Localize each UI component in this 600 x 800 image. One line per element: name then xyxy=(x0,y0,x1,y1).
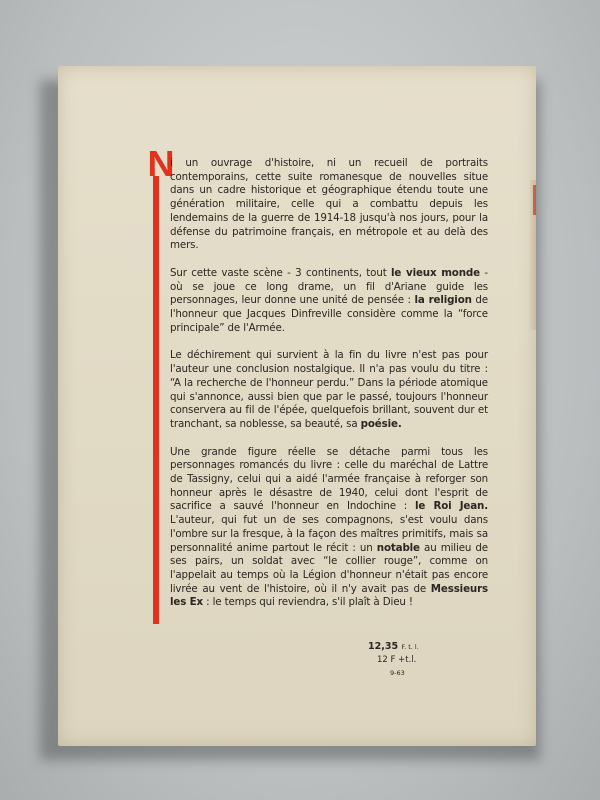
blurb-bold-run: poésie. xyxy=(360,417,402,430)
blurb-run: Le déchirement qui survient à la fin du livre n'est pas pour l'auteur une conclusion nostalgique. Il n'a pas voulu du titre : “A la recherche de l'honneur perdu.” Dans la période atomique qui s'annonce, aussi bien que par le passé, toujours l'honneur conservera au fil de l'épée, quelquefois brillant, souvent dur et tranchant, sa noblesse, sa beauté, sa xyxy=(170,349,488,430)
blurb-run: : le temps qui reviendra, s'il plaît à Dieu ! xyxy=(203,596,413,609)
blurb-paragraph xyxy=(170,349,488,431)
blurb-bold-run: notable xyxy=(376,541,420,554)
blurb-run: Une grande figure réelle se détache parmi tous les personnages romancés du livre : celle du maréchal de Lattre de Tassigny, celui qui a aidé l'armée française à reforger son honneur après le désastre de 1940, celui dont l'esprit de sacrifice a sauvé l'honneur en Indochine : xyxy=(170,445,488,513)
blurb-run: i un ouvrage d'histoire, ni un recueil de portraits contemporains, cette suite romanesque de nouvelles situe dans un cadre historique et géographique étendu toute une génération militaire, celle qui a combattu depuis les lendemains de la guerre de 1914-18 jusqu'à nos jours, pour la défense du patrimoine français, en métropole et au delà des mers. xyxy=(170,157,488,252)
blurb-run: - où se joue ce long drame, un fil d'Ariane guide les personnages, leur donne une unité de pensée : xyxy=(170,266,488,307)
blurb-bold-run: le vieux monde xyxy=(391,266,480,279)
price-value: 12,35 xyxy=(368,641,399,652)
blurb-run: L'auteur, qui fut un de ses compagnons, s'est voulu dans l'ombre sur la fresque, à la façon des maîtres primitifs, mais sa personnalité anime partout le récit : un xyxy=(170,514,488,554)
price-line-1 xyxy=(368,640,438,654)
blurb-bold-run: le Roi Jean. xyxy=(415,500,488,513)
blurb-bold-run: Messieurs les Ex xyxy=(170,582,488,609)
book-red-edge xyxy=(533,185,536,215)
blurb-paragraph xyxy=(170,267,488,336)
blurb-run: au milieu de ses pairs, un soldat avec “le collier rouge”, comme on l'appelait au temps où la Légion d'honneur n'était pas encore livrée au vent de l'histoire, où il n'y avait pas de xyxy=(170,541,488,595)
price-block xyxy=(368,640,438,679)
blurb-run: Sur cette vaste scène - 3 continents, tout xyxy=(170,266,392,279)
blurb-paragraph xyxy=(170,157,488,253)
print-date: 9-63 xyxy=(390,669,405,677)
red-margin-bar xyxy=(153,176,159,624)
blurb-text xyxy=(170,157,488,624)
blurb-run: de l'honneur que Jacques Dinfreville considère comme la “force principale” de l'Armée. xyxy=(170,294,488,334)
price-line-2: 12 F +t.l. xyxy=(377,655,417,665)
blurb-paragraph xyxy=(170,446,488,610)
drop-cap-initial: N xyxy=(147,143,175,184)
price-suffix: F. t. l. xyxy=(401,643,419,651)
blurb-bold-run: la religion xyxy=(414,294,472,307)
